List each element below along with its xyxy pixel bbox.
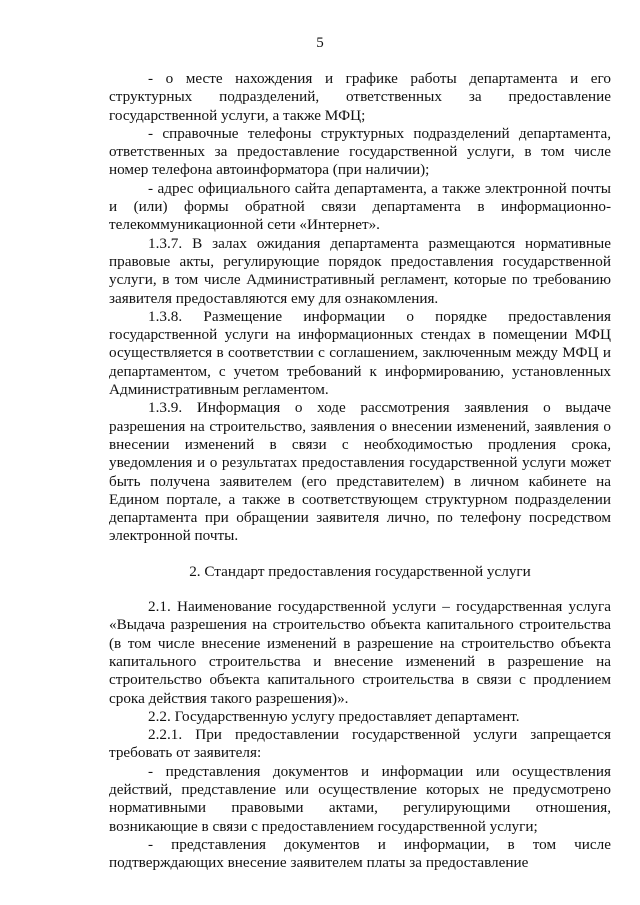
paragraph-1-3-8: 1.3.8. Размещение информации о порядке предоставления государственной услуги на информационных стендах в помещении МФЦ осуществляется в соответствии с соглашением, заключенным между МФЦ и департаментом, с учетом требований к информированию, установленных Административным регламентом.	[109, 307, 611, 399]
document-body	[109, 70, 611, 872]
section-heading: 2. Стандарт предоставления государственной услуги	[189, 562, 531, 580]
paragraph-2-2-1: 2.2.1. При предоставлении государственной услуги запрещается требовать от заявителя:	[109, 726, 611, 762]
list-item-location: - о месте нахождения и графике работы департамента и его структурных подразделений, ответственных за предоставление государственной услуги, а также МФЦ;	[109, 70, 611, 124]
list-item-documents: - представления документов и информации или осуществления действий, представление или осуществление которых не предусмотрено нормативными правовыми актами, регулирующими отношения, возникающие в связи с предоставлением государственной услуги;	[109, 762, 611, 835]
page-number: 5	[316, 35, 324, 51]
list-item-phones: - справочные телефоны структурных подразделений департамента, ответственных за предоставление государственной услуги, в том числе номер телефона автоинформатора (при наличии);	[109, 124, 611, 179]
paragraph-1-3-9: 1.3.9. Информация о ходе рассмотрения заявления о выдаче разрешения на строительство, заявления о внесении изменений, заявления о внесении изменений в связи с необходимостью продления срока, уведомления и о результатах предоставления государственной услуги может быть получена заявителем (его представителем) в личном кабинете на Едином портале, а также в соответствующем структурном подразделении департамента при обращении заявителя лично, по телефону посредством электронной почты.	[109, 399, 611, 545]
list-item-payment: - представления документов и информации, в том числе подтверждающих внесение заявителем платы за предоставление	[109, 835, 611, 872]
list-item-website: - адрес официального сайта департамента, а также электронной почты и (или) формы обратной связи департамента в информационно-телекоммуникационной сети «Интернет».	[109, 179, 611, 234]
paragraph-2-2: 2.2. Государственную услугу предоставляет департамент.	[148, 707, 520, 725]
spacer	[109, 581, 611, 598]
spacer	[109, 546, 611, 563]
paragraph-2-1: 2.1. Наименование государственной услуги – государственная услуга «Выдача разрешения на строительство объекта капитального строительства (в том числе внесение изменений в разрешение на строительство объекта капитального строительства и внесение изменений в разрешение на строительство объекта капитального строительства в связи с продлением срока действия такого разрешения)».	[109, 598, 611, 707]
paragraph-1-3-7: 1.3.7. В залах ожидания департамента размещаются нормативные правовые акты, регулирующие порядок предоставления государственной услуги, в том числе Административный регламент, которые по требованию заявителя предоставляются ему для ознакомления.	[109, 234, 611, 307]
